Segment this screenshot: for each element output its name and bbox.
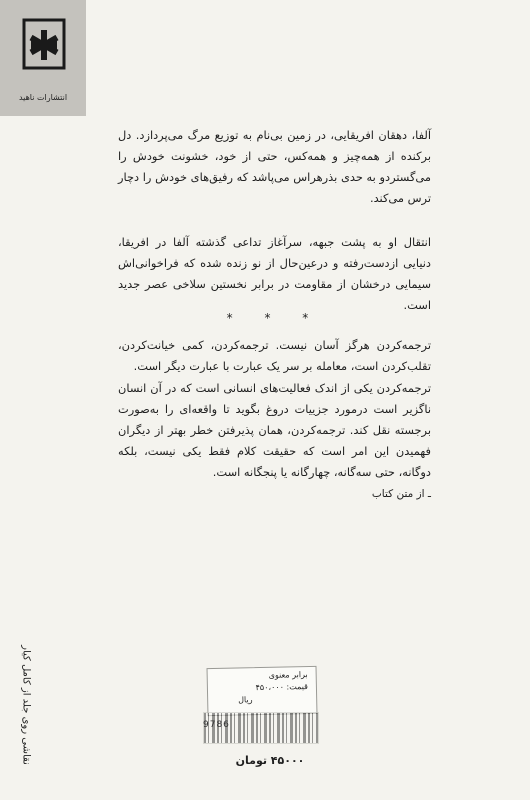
cover-credit [18, 630, 34, 780]
barcode-digits: 9786 [203, 720, 230, 730]
section-separator: * * * [226, 311, 323, 325]
blurb-paragraph-2: انتقال او به پشت جبهه، سرآغاز تداعی گذشته آلفا در افریقا، دنیایی ازدست‌رفته و درعین‌حال از نو زنده شده که فراخوانی‌اش سیمایی درخشان از مقاومت در برابر نخستین سلاخی عصر جدید است. [118, 235, 431, 312]
quote-source: ـ از متن کتاب [371, 488, 431, 500]
publisher-logo-panel [0, 0, 86, 116]
sticker-line-1: برابر معنوی [268, 670, 308, 680]
quote-paragraph-2: ترجمه‌کردن یکی از اندک فعالیت‌های انسانی است که در آن انسان ناگزیر است درمورد جزییات دروغ بگوید تا واقعه‌ای را به‌صورت برجسته نقل کند. ترجمه‌کردن، همان پذیرفتن خطر بهتر از دیگران فهمیدن این امر است که حقیقت کلام فقط یکی نیست، بلکه دوگانه، حتی سه‌گانه، چهارگانه یا پنجگانه است. [118, 381, 431, 479]
sticker-price: قیمت: ۴۵۰،۰۰۰ [255, 682, 309, 693]
cover-credit-text: نقاشی روی جلد از کامل کیار [20, 645, 32, 765]
publisher-name: انتشارات ناهید [18, 93, 68, 102]
price-sticker [207, 666, 318, 716]
blurb-paragraph-1: آلفا، دهقان افریقایی، در زمین بی‌نام به توزیع مرگ می‌پردازد. دل برکنده از همه‌چیز و همه‌کس، حتی از خود، خشونت خودش را می‌گستردو به حدی بذرهراس می‌پاشد که رفیق‌های خودش را دچار ترس می‌کند. [118, 128, 431, 205]
sticker-currency: ریال [238, 695, 253, 705]
star-emblem-icon [22, 18, 66, 82]
quote-paragraph-1: ترجمه‌کردن هرگز آسان نیست. ترجمه‌کردن، کمی خیانت‌کردن، تقلب‌کردن است، معامله بر سر یک عبارت با عبارت دیگر است. [118, 338, 431, 373]
book-price: ۴۵۰۰۰ تومان [235, 754, 305, 767]
